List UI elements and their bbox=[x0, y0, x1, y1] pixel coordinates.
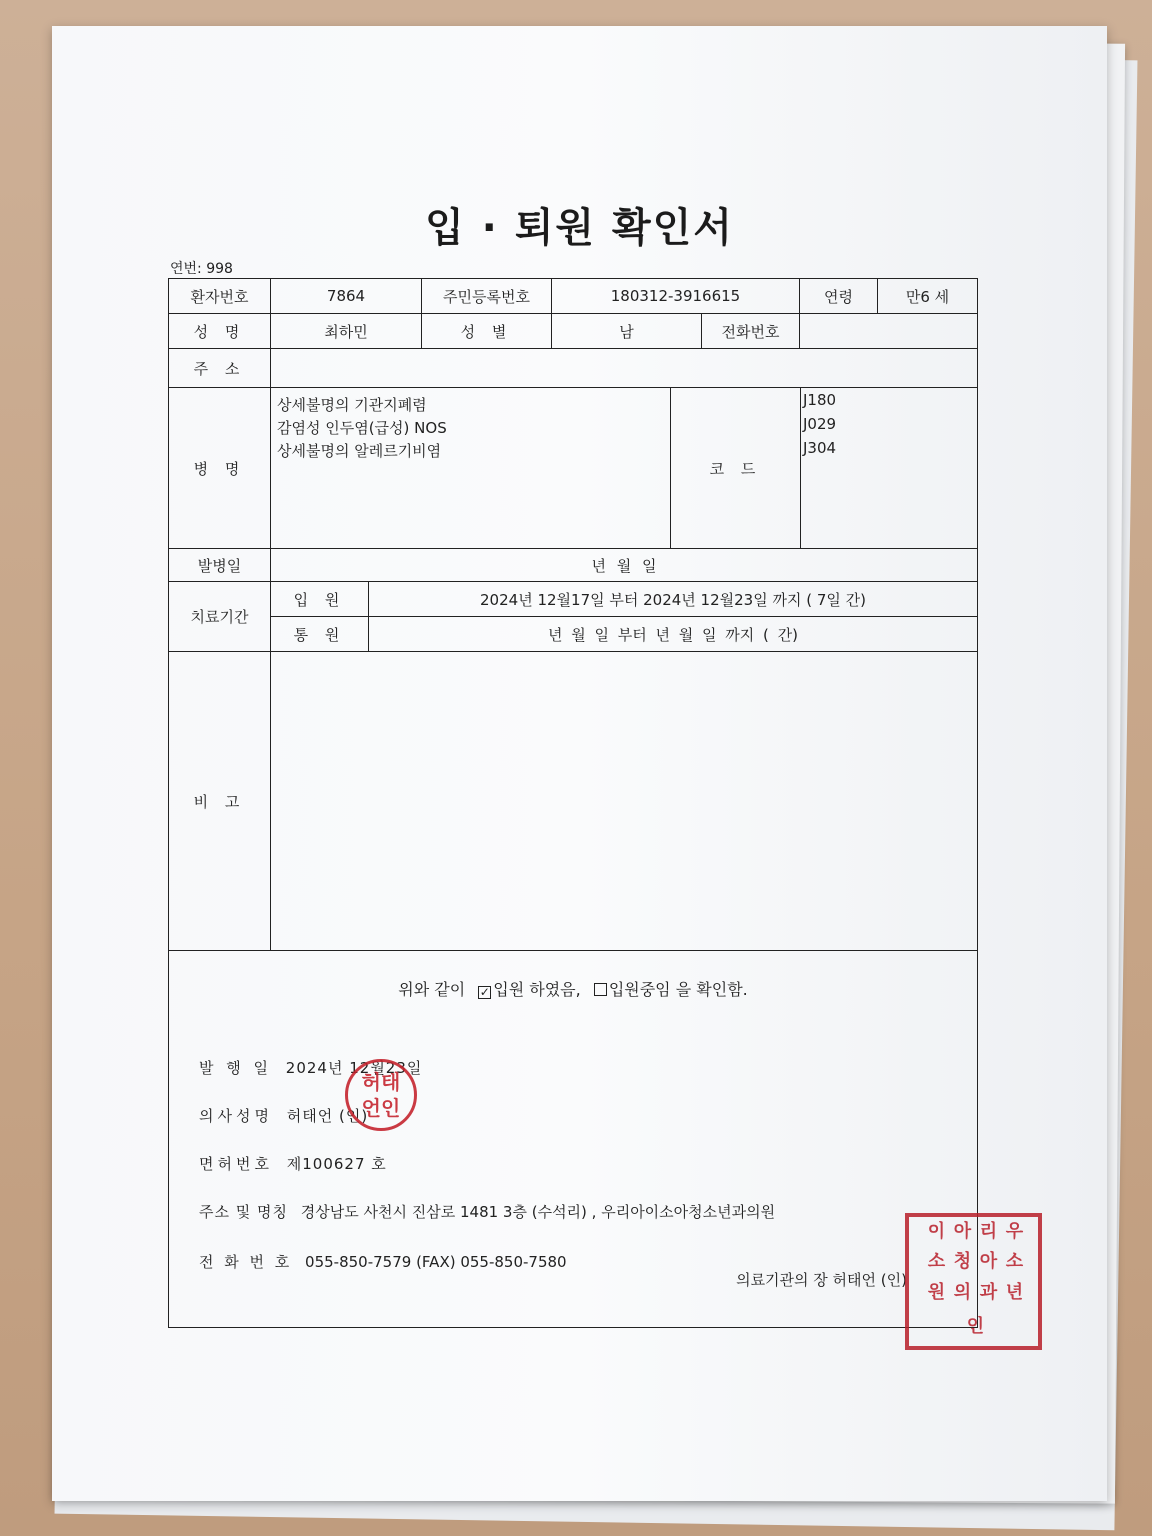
license-number: 제100627 호 bbox=[286, 1155, 387, 1173]
clinic-phone-label: 전 화 번 호 bbox=[199, 1253, 293, 1271]
code-item: J304 bbox=[803, 439, 837, 457]
value-patient-no: 7864 bbox=[271, 279, 422, 313]
checkbox-admitted bbox=[478, 986, 491, 999]
label-onset: 발병일 bbox=[169, 549, 271, 581]
seal-text: 허태 bbox=[361, 1070, 401, 1094]
value-age: 만6 세 bbox=[905, 287, 950, 306]
diagnosis-item: 상세불명의 기관지폐렴 bbox=[277, 396, 427, 414]
seal-text: 년과의원 bbox=[924, 1281, 1024, 1304]
option-admitted: 입원 하였음, bbox=[493, 980, 581, 999]
checkbox-in-hospital bbox=[594, 983, 607, 996]
label-address: 주 소 bbox=[169, 349, 271, 387]
confirmation-section bbox=[169, 951, 977, 1327]
row-onset bbox=[169, 549, 977, 582]
inpatient-row bbox=[271, 582, 977, 617]
document-page bbox=[52, 26, 1107, 1501]
clinic-phone-line bbox=[199, 1251, 567, 1272]
confirm-prefix: 위와 같이 bbox=[398, 980, 466, 999]
value-remarks bbox=[271, 652, 977, 950]
label-sex: 성 별 bbox=[422, 314, 552, 348]
document-title: 입 · 퇴원 확인서 bbox=[425, 205, 734, 251]
row-diagnosis bbox=[169, 388, 977, 549]
label-name: 성 명 bbox=[169, 314, 271, 348]
seal-text: 우리아이 bbox=[924, 1221, 1024, 1243]
value-rrn: 180312-3916615 bbox=[552, 279, 800, 313]
value-sex: 남 bbox=[552, 314, 702, 348]
clinic-address-line bbox=[199, 1201, 775, 1222]
outpatient-row bbox=[271, 617, 977, 651]
label-inpatient: 입 원 bbox=[271, 582, 369, 616]
label-patient-no: 환자번호 bbox=[169, 279, 271, 313]
diagnosis-list bbox=[271, 388, 671, 548]
label-code: 코 드 bbox=[671, 388, 801, 548]
label-diagnosis: 병 명 bbox=[169, 388, 271, 548]
label-rrn: 주민등록번호 bbox=[422, 279, 552, 313]
row-remarks bbox=[169, 652, 977, 951]
diagnosis-item: 상세불명의 알레르기비염 bbox=[277, 442, 442, 460]
seal-text: 인 bbox=[963, 1315, 985, 1338]
doctor-line bbox=[199, 1105, 368, 1126]
license-line bbox=[199, 1153, 387, 1174]
code-item: J029 bbox=[803, 415, 837, 433]
clinic-address-label: 주소 및 명칭 bbox=[199, 1203, 288, 1221]
value-inpatient-period: 2024년 12월17일 부터 2024년 12월23일 까지 ( 7일 간) bbox=[480, 590, 866, 609]
value-onset: 년 월 일 bbox=[591, 556, 657, 575]
seal-text: 소아청소 bbox=[924, 1251, 1024, 1274]
row-name-sex bbox=[169, 314, 977, 349]
institution-head-signature: 의료기관의 장 허태언 (인) bbox=[736, 1271, 907, 1289]
code-item: J180 bbox=[803, 391, 837, 409]
seal-text: 언인 bbox=[361, 1096, 401, 1120]
label-treatment-period: 치료기간 bbox=[169, 582, 271, 651]
diagnosis-item: 감염성 인두염(급성) NOS bbox=[277, 419, 447, 437]
code-list bbox=[801, 388, 977, 548]
label-age: 연령 bbox=[800, 279, 878, 313]
issue-date-label: 발 행 일 bbox=[199, 1059, 273, 1077]
label-phone: 전화번호 bbox=[702, 314, 800, 348]
clinic-seal-stamp bbox=[905, 1213, 1042, 1350]
clinic-address: 경상남도 사천시 진삼로 1481 3층 (수석리) , 우리아이소아청소년과의원 bbox=[300, 1203, 776, 1221]
row-treatment-period bbox=[169, 582, 977, 652]
value-address bbox=[271, 349, 977, 387]
row-patient-info bbox=[169, 279, 977, 314]
doctor-name: 허태언 (인) bbox=[286, 1107, 369, 1125]
label-outpatient: 통 원 bbox=[271, 617, 369, 651]
row-address bbox=[169, 349, 977, 388]
option-in-hospital: 입원중임 bbox=[608, 980, 671, 999]
admission-form-table bbox=[168, 278, 978, 1328]
check-mark-icon: ✓ bbox=[479, 985, 490, 999]
doctor-seal-stamp bbox=[345, 1059, 417, 1131]
label-remarks: 비 고 bbox=[169, 652, 271, 950]
treatment-period-detail bbox=[271, 582, 977, 651]
doctor-label: 의사성명 bbox=[199, 1107, 273, 1125]
confirm-suffix: 을 확인함. bbox=[675, 980, 748, 999]
license-label: 면허번호 bbox=[199, 1155, 273, 1173]
confirmation-statement bbox=[169, 977, 977, 1000]
value-name: 최하민 bbox=[271, 314, 422, 348]
value-phone bbox=[800, 314, 977, 348]
value-outpatient-period: 년 월 일 부터 년 월 일 까지 ( 간) bbox=[547, 625, 798, 644]
clinic-phone: 055-850-7579 (FAX) 055-850-7580 bbox=[305, 1253, 567, 1271]
serial-number: 연번: 998 bbox=[170, 261, 233, 277]
issue-date-value: 2024년 12월23일 bbox=[285, 1059, 423, 1077]
